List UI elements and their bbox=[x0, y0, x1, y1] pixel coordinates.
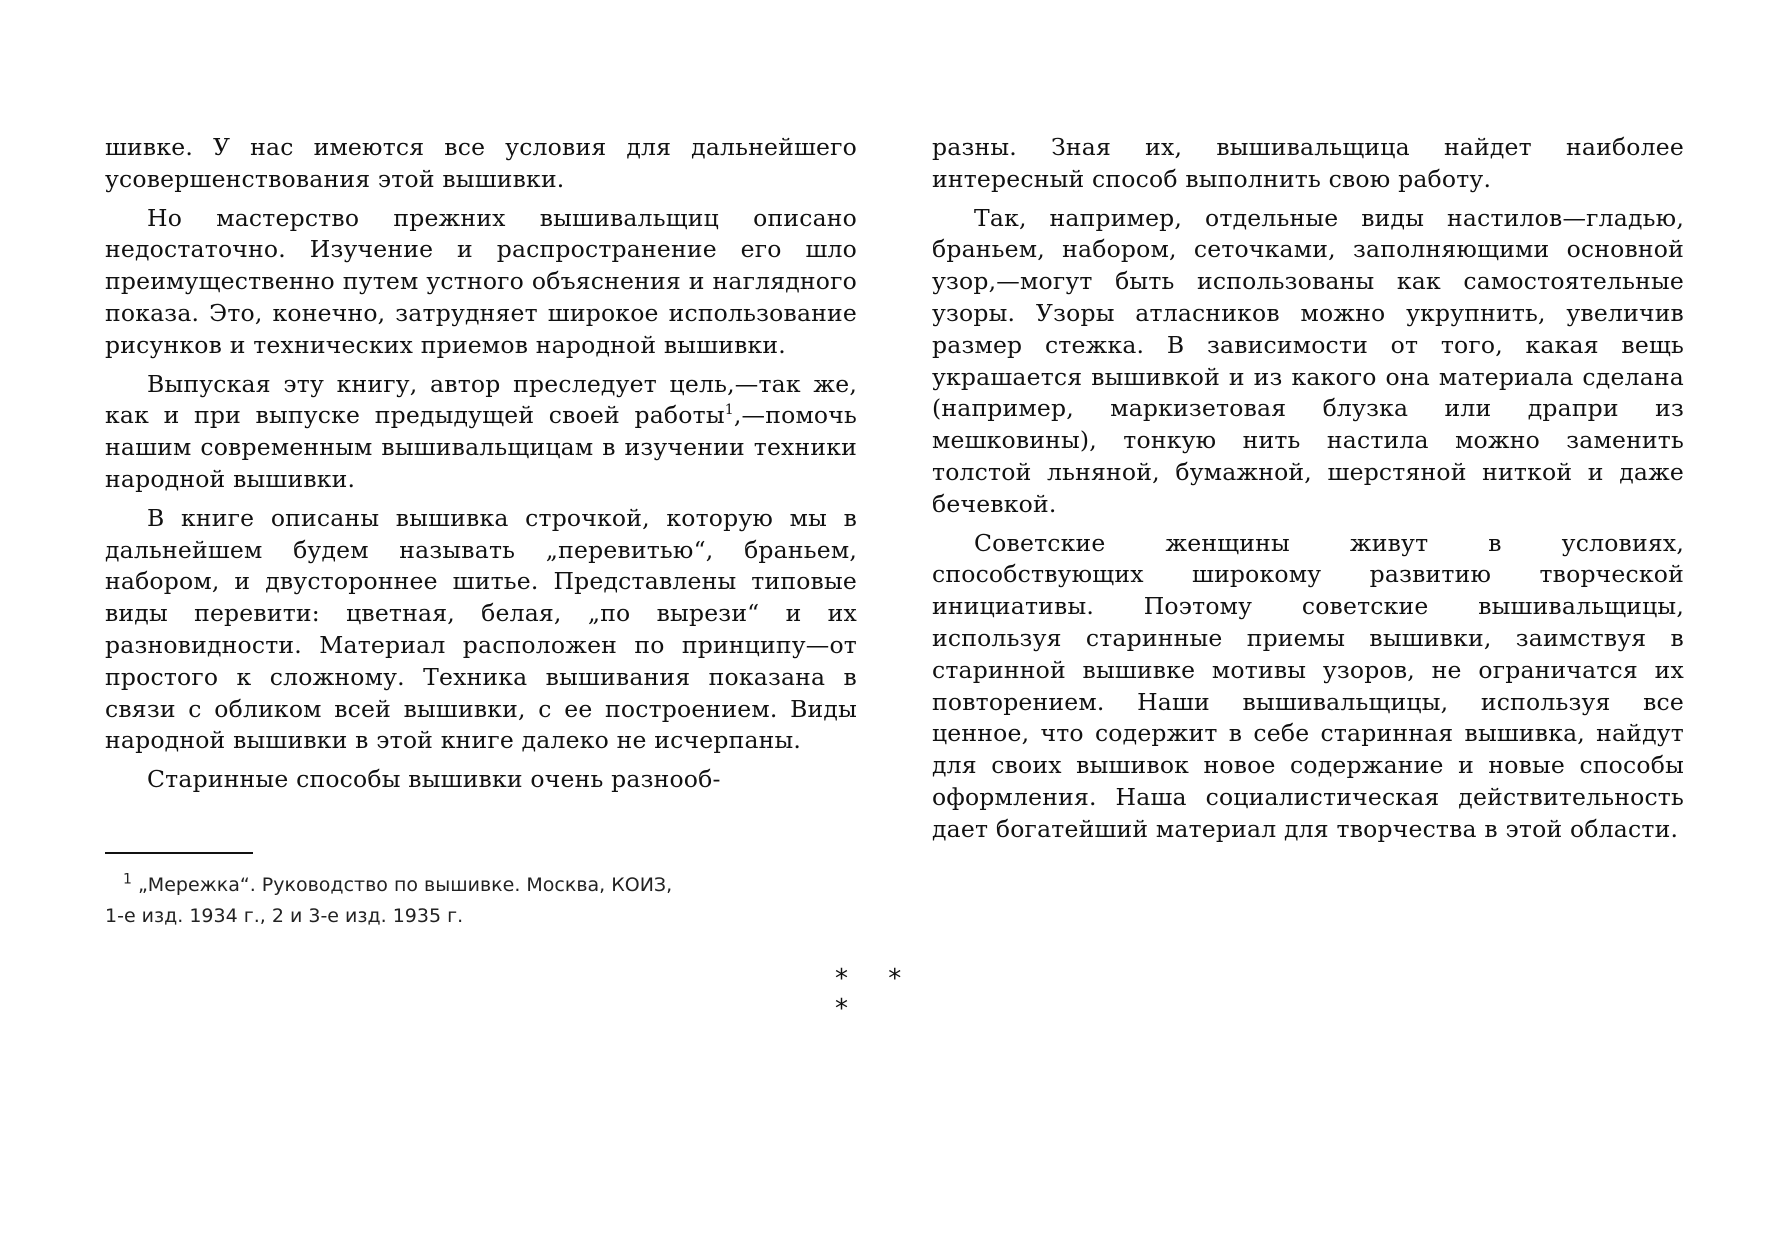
paragraph-varied: разны. Зная их, вышивальщица найдет наиболее интересный способ выполнить свою работу. bbox=[932, 133, 1684, 193]
paragraph-examples: Так, например, отдельные виды настилов—гладью, браньем, набором, сеточками, заполняющими основной узор,—могут быть использованы как самостоятельные узоры. Узоры атласников можно укрупнить, увеличив размер стежка. В зависимости от того, какая вещь украшается вышивкой и из какого она материала сделана (например, маркизетовая блузка или драпри из мешковины), тонкую нить настила можно заменить толстой льняной, бумажной, шерстяной ниткой и даже бечевкой. bbox=[932, 203, 1684, 518]
footnote-line-2: 1-е изд. 1934 г., 2 и 3-е изд. 1935 г. bbox=[105, 905, 464, 927]
paragraph-continuation: шивке. У нас имеются все условия для дальнейшего усовершенствования этой вышивки. bbox=[105, 133, 857, 193]
footnote-divider bbox=[105, 852, 253, 854]
paragraph-contents: В книге описаны вышивка строчкой, которую мы в дальнейшем будем называть „перевитью“, браньем, набором, и двустороннее шитье. Представлены типовые виды перевити: цветная, белая, „по вырези“ и их разновидности. Материал расположен по принципу—от простого к сложному. Техника вышивания показана в связи с обликом всей вышивки, с ее построением. Виды народной вышивки в этой книге далеко не исчерпаны. bbox=[105, 503, 857, 755]
paragraph-old-methods: Старинные способы вышивки очень разнооб- bbox=[147, 765, 721, 794]
paragraph-mastery: Но мастерство прежних вышивальщиц описано недостаточно. Изучение и распространение его шло преимущественно путем устного объяснения и наглядного показа. Это, конечно, затрудняет широкое использование рисунков и технических приемов народной вышивки. bbox=[105, 203, 857, 359]
paragraph-purpose bbox=[105, 369, 857, 496]
paragraph-purpose-part1: Выпуская эту книгу, автор преследует цель,—так же, как и при выпуске предыдущей своей работы bbox=[105, 369, 857, 430]
footnote bbox=[105, 870, 857, 932]
right-column bbox=[932, 132, 1684, 846]
footnote-marker: 1 bbox=[123, 871, 132, 888]
footnote-line-1 bbox=[105, 870, 857, 901]
paragraph-purpose-part2: ,—помочь нашим современным вышивальщицам в изучении техники народной вышивки. bbox=[105, 401, 857, 493]
footnote-text-1: „Мережка“. Руководство по вышивке. Москва, КОИЗ, bbox=[137, 874, 673, 896]
footnote-reference: 1 bbox=[724, 402, 734, 419]
section-separator-stars: * * * bbox=[835, 964, 918, 1024]
paragraph-soviet-women: Советские женщины живут в условиях, способствующих широкому развитию творческой инициативы. Поэтому советские вышивальщицы, используя старинные приемы вышивки, заимствуя в старинной вышивке мотивы узоров, не ограничатся их повторением. Наши вышивальщицы, используя все ценное, что содержит в себе старинная вышивка, найдут для своих вышивок новое содержание и новые способы оформления. Наша социалистическая действительность дает богатейший материал для творчества в этой области. bbox=[932, 528, 1684, 843]
left-column bbox=[105, 132, 857, 796]
